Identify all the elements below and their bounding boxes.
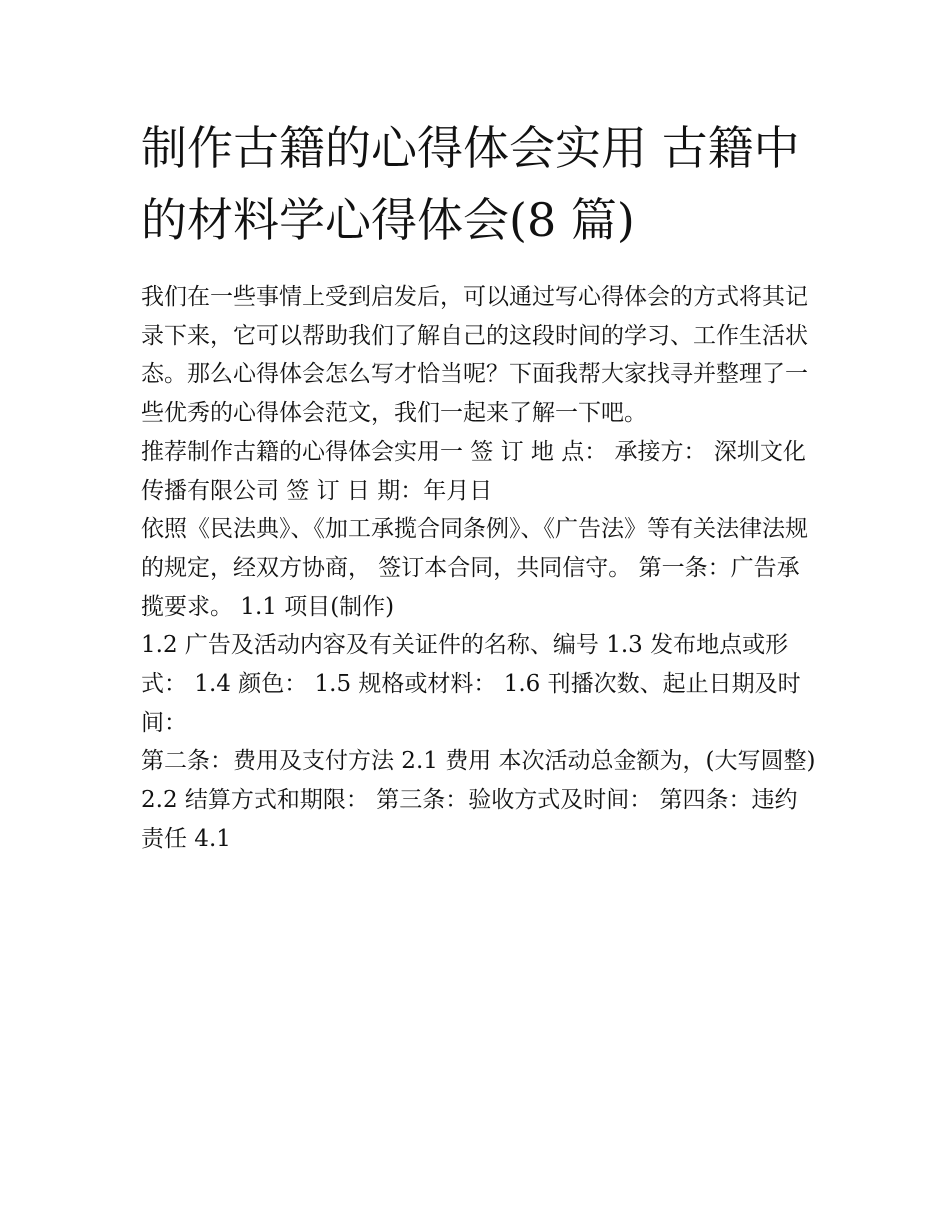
document-title: 制作古籍的心得体会实用 古籍中的材料学心得体会(8 篇) bbox=[141, 121, 800, 247]
document-page bbox=[141, 112, 816, 859]
contract-items-paragraph: 1.2 广告及活动内容及有关证件的名称、编号 1.3 发布地点或形式： 1.4 颜色： 1.5 规格或材料： 1.6 刊播次数、起止日期及时间： bbox=[141, 632, 801, 736]
intro-paragraph: 我们在一些事情上受到启发后，可以通过写心得体会的方式将其记录下来，它可以帮助我们了解自己的这段时间的学习、工作生活状态。那么心得体会怎么写才恰当呢？下面我帮大家找寻并整理了一些优秀的心得体会范文，我们一起来了解一下吧。 bbox=[141, 284, 808, 427]
contract-header-paragraph: 推荐制作古籍的心得体会实用一 签 订 地 点： 承接方： 深圳文化传播有限公司 签 订 日 期：年月日 bbox=[141, 438, 806, 504]
contract-basis-paragraph: 依照《民法典》、《加工承揽合同条例》、《广告法》等有关法律法规的规定，经双方协商， 签订本合同，共同信守。 第一条：广告承揽要求。 1.1 项目(制作) bbox=[141, 516, 808, 620]
contract-terms-paragraph: 第二条：费用及支付方法 2.1 费用 本次活动总金额为，(大写圆整) 2.2 结算方式和期限： 第三条：验收方式及时间： 第四条：违约责任 4.1 bbox=[141, 748, 816, 852]
